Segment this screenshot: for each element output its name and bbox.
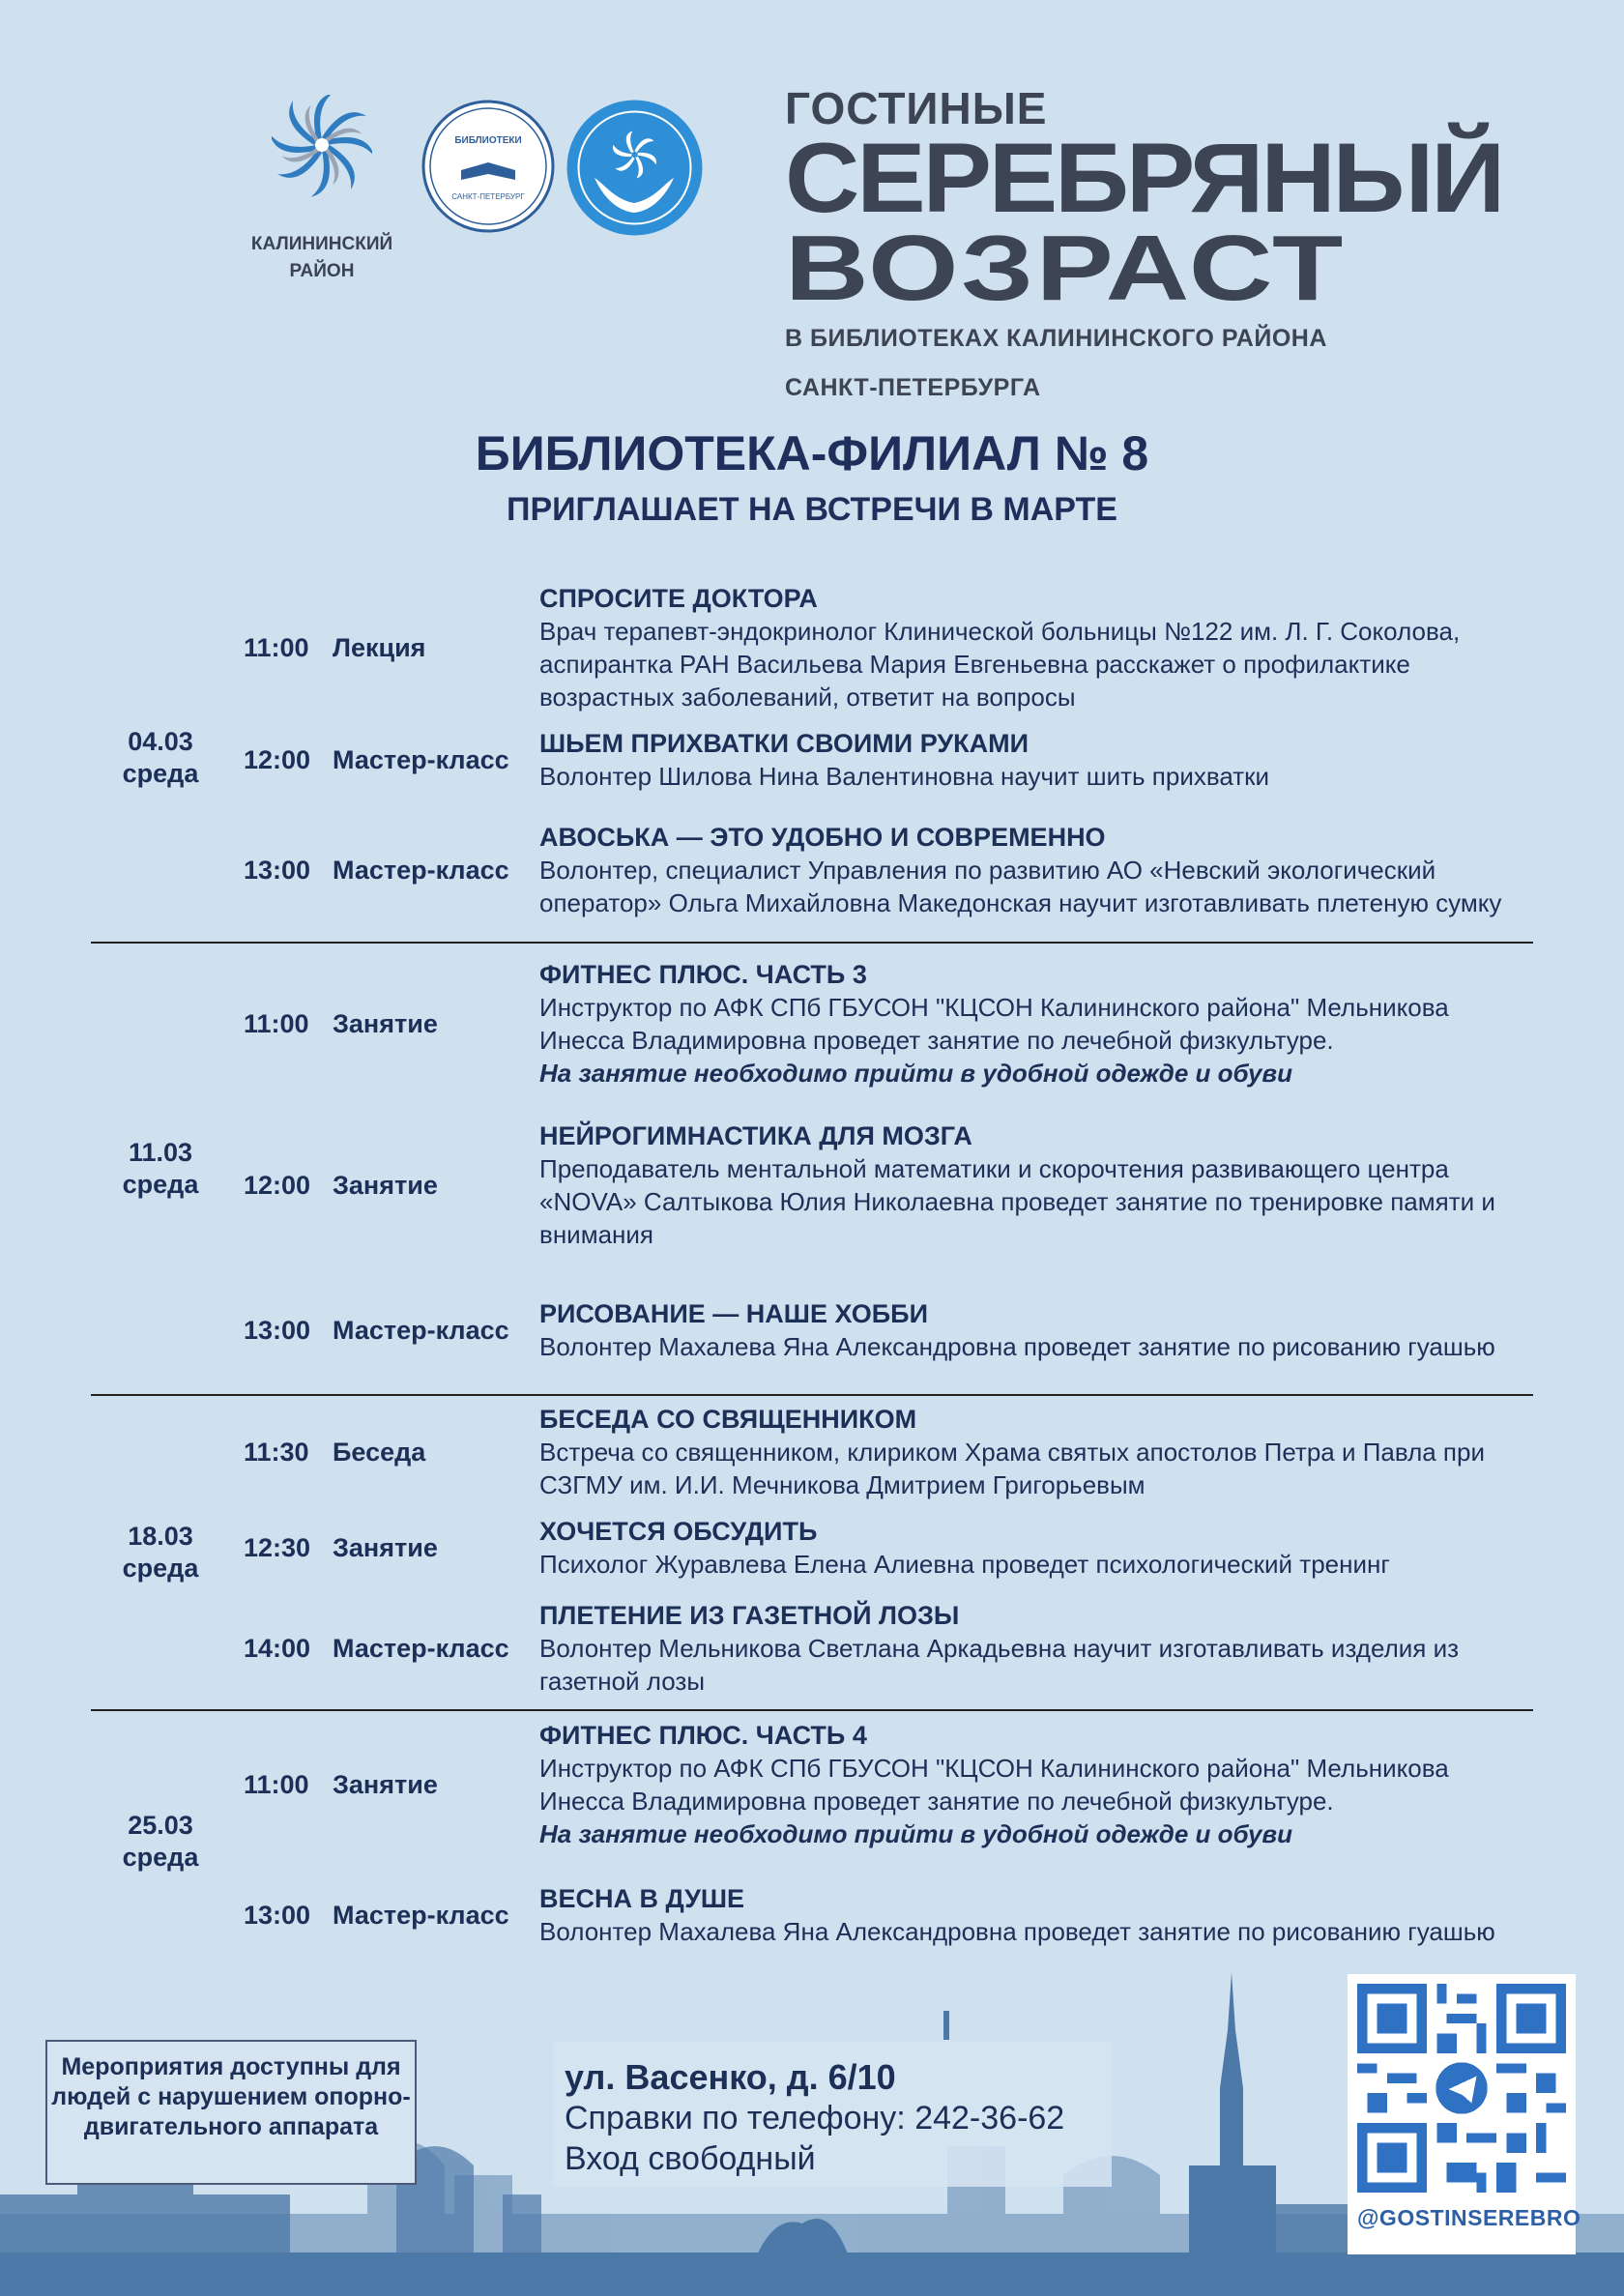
event-kind: Мастер-класс [333, 1633, 509, 1663]
event-time: 12:00 [244, 744, 311, 774]
event-schedule [91, 574, 1533, 1972]
event-row [230, 574, 1533, 721]
event-row [230, 1396, 1533, 1508]
event-heading: ШЬЕМ ПРИХВАТКИ СВОИМИ РУКАМИ [539, 729, 1030, 758]
event-row [230, 1266, 1533, 1394]
event-heading: ПЛЕТЕНИЕ ИЗ ГАЗЕТНОЙ ЛОЗЫ [539, 1601, 960, 1630]
event-description [539, 727, 1533, 793]
day-date-cell [91, 574, 230, 942]
event-heading: ФИТНЕС ПЛЮС. ЧАСТЬ 4 [539, 1721, 867, 1750]
event-kind: Мастер-класс [333, 744, 509, 774]
day-date-cell [91, 1711, 230, 1972]
brand-line-3: ВОЗРАСТ [785, 217, 1346, 320]
day-weekday: среда [122, 1843, 199, 1872]
event-row [230, 1711, 1533, 1858]
brand-line-5: САНКТ-ПЕТЕРБУРГА [785, 374, 1041, 401]
event-time: 13:00 [244, 1315, 311, 1345]
event-heading: ВЕСНА В ДУШЕ [539, 1884, 745, 1913]
day-weekday: среда [122, 1554, 199, 1583]
event-kind: Мастер-класс [333, 1900, 509, 1930]
page-title: БИБЛИОТЕКА-ФИЛИАЛ № 8 [475, 426, 1149, 480]
event-kind: Занятие [333, 1170, 438, 1200]
event-heading: БЕСЕДА СО СВЯЩЕННИКОМ [539, 1405, 917, 1434]
day-events [230, 1711, 1533, 1972]
event-description [539, 1515, 1533, 1581]
event-description [539, 821, 1533, 919]
event-heading: ФИТНЕС ПЛЮС. ЧАСТЬ 3 [539, 960, 867, 989]
event-time: 13:00 [244, 1900, 311, 1930]
event-text: Волонтер Мельникова Светлана Аркадьевна научит изготавливать изделия из газетной лозы [539, 1634, 1460, 1696]
event-row [230, 1587, 1533, 1709]
event-row [230, 1858, 1533, 1972]
day-events [230, 574, 1533, 942]
event-description [539, 1403, 1533, 1501]
event-time: 11:00 [244, 1769, 309, 1799]
contact-info [553, 2042, 1112, 2187]
event-text: Инструктор по АФК СПб ГБУСОН "КЦСОН Калининского района" Мельникова Инесса Владимировна проведет занятие по лечебной физкультуре. [539, 993, 1449, 1055]
district-logo-caption-1: КАЛИНИНСКИЙ [250, 234, 393, 254]
entry-info: Вход свободный [565, 2140, 816, 2177]
page-subtitle: ПРИГЛАШАЕТ НА ВСТРЕЧИ В МАРТЕ [507, 491, 1117, 528]
kalininsky-district-logo [249, 95, 394, 288]
accessibility-note: Мероприятия доступны для людей с нарушением опорно-двигательного аппарата [45, 2040, 417, 2185]
brand-line-1: ГОСТИНЫЕ [785, 83, 1048, 133]
event-description [539, 958, 1533, 1090]
event-text: Волонтер, специалист Управления по развитию АО «Невский экологический оператор» Ольга Михайловна Македонская научит изготавливать плетеную сумку [539, 856, 1502, 917]
event-time: 11:30 [244, 1437, 309, 1467]
day-events [230, 1396, 1533, 1709]
swirl-emblem-icon [272, 95, 372, 228]
social-center-logo [566, 99, 704, 237]
event-kind: Мастер-класс [333, 1315, 509, 1345]
event-kind: Лекция [333, 632, 426, 662]
schedule-day [91, 574, 1533, 944]
day-date-cell [91, 944, 230, 1394]
event-text: Волонтер Махалева Яна Александровна проведет занятие по рисованию гуашью [539, 1332, 1495, 1361]
event-row [230, 721, 1533, 799]
event-kind: Занятие [333, 1008, 438, 1038]
schedule-day [91, 944, 1533, 1396]
event-text: Психолог Журавлева Елена Алиевна проведет психологический тренинг [539, 1550, 1390, 1579]
event-description [539, 1297, 1533, 1363]
event-heading: ХОЧЕТСЯ ОБСУДИТЬ [539, 1517, 818, 1546]
day-date: 18.03 [128, 1522, 193, 1551]
social-handle: @GOSTINSEREBRO [1357, 2205, 1581, 2230]
library-emblem-icon [420, 99, 556, 234]
event-note: На занятие необходимо прийти в удобной одежде и обуви [539, 1819, 1293, 1848]
event-text: Врач терапевт-эндокринолог Клинической больницы №122 им. Л. Г. Соколова, аспирантка РАН Васильева Мария Евгеньевна расскажет о профилактике возрастных заболеваний, ответит на вопросы [539, 617, 1461, 712]
hands-emblem-icon [566, 99, 704, 237]
event-heading: СПРОСИТЕ ДОКТОРА [539, 584, 818, 613]
day-weekday: среда [122, 759, 199, 788]
event-row [230, 799, 1533, 942]
event-heading: АВОСЬКА — ЭТО УДОБНО И СОВРЕМЕННО [539, 823, 1106, 852]
event-description [539, 1719, 1533, 1850]
phone: Справки по телефону: 242-36-62 [565, 2100, 1065, 2136]
event-description [539, 1599, 1533, 1698]
event-time: 14:00 [244, 1633, 311, 1663]
event-description [539, 1119, 1533, 1251]
schedule-day [91, 1396, 1533, 1711]
event-kind: Мастер-класс [333, 855, 509, 885]
event-text: Волонтер Шилова Нина Валентиновна научит шить прихватки [539, 762, 1270, 791]
event-heading: РИСОВАНИЕ — НАШЕ ХОББИ [539, 1299, 928, 1328]
brand-line-2: СЕРЕБРЯНЫЙ [785, 123, 1503, 233]
day-weekday: среда [122, 1170, 199, 1199]
event-heading: НЕЙРОГИМНАСТИКА ДЛЯ МОЗГА [539, 1121, 972, 1150]
event-kind: Занятие [333, 1769, 438, 1799]
event-text: Волонтер Махалева Яна Александровна проведет занятие по рисованию гуашью [539, 1917, 1495, 1946]
event-text: Встреча со священником, клириком Храма святых апостолов Петра и Павла при СЗГМУ им. И.И. Мечникова Дмитрием Григорьевым [539, 1438, 1485, 1499]
event-kind: Занятие [333, 1532, 438, 1562]
library-system-logo [420, 99, 556, 234]
event-row [230, 1508, 1533, 1587]
day-date: 04.03 [128, 727, 193, 756]
event-row [230, 1104, 1533, 1266]
svg-text:БИБЛИОТЕКИ: БИБЛИОТЕКИ [454, 135, 522, 146]
event-time: 12:30 [244, 1532, 311, 1562]
qr-code-icon[interactable] [1357, 1984, 1566, 2193]
event-description [539, 1882, 1533, 1948]
brand-line-4: В БИБЛИОТЕКАХ КАЛИНИНСКОГО РАЙОНА [785, 325, 1327, 352]
svg-text:САНКТ-ПЕТЕРБУРГ: САНКТ-ПЕТЕРБУРГ [451, 192, 525, 201]
event-time: 12:00 [244, 1170, 311, 1200]
event-note: На занятие необходимо прийти в удобной одежде и обуви [539, 1059, 1293, 1088]
event-kind: Беседа [333, 1437, 426, 1467]
event-time: 13:00 [244, 855, 311, 885]
event-row [230, 944, 1533, 1104]
silver-age-brand [785, 83, 1503, 402]
event-description [539, 582, 1533, 713]
schedule-day [91, 1711, 1533, 1972]
event-text: Инструктор по АФК СПб ГБУСОН "КЦСОН Калининского района" Мельникова Инесса Владимировна проведет занятие по лечебной физкультуре. [539, 1754, 1449, 1816]
telegram-qr-code[interactable] [1348, 1974, 1581, 2254]
day-date-cell [91, 1396, 230, 1709]
address: ул. Васенко, д. 6/10 [565, 2057, 896, 2097]
event-text: Преподаватель ментальной математики и скорочтения развивающего центра «NOVA» Салтыкова Юлия Николаевна проведет занятие по тренировке памяти и внимания [539, 1154, 1495, 1249]
day-events [230, 944, 1533, 1394]
day-date: 11.03 [128, 1138, 193, 1167]
event-time: 11:00 [244, 632, 309, 662]
event-time: 11:00 [244, 1008, 309, 1038]
day-date: 25.03 [128, 1811, 193, 1840]
district-logo-caption-2: РАЙОН [289, 261, 355, 281]
